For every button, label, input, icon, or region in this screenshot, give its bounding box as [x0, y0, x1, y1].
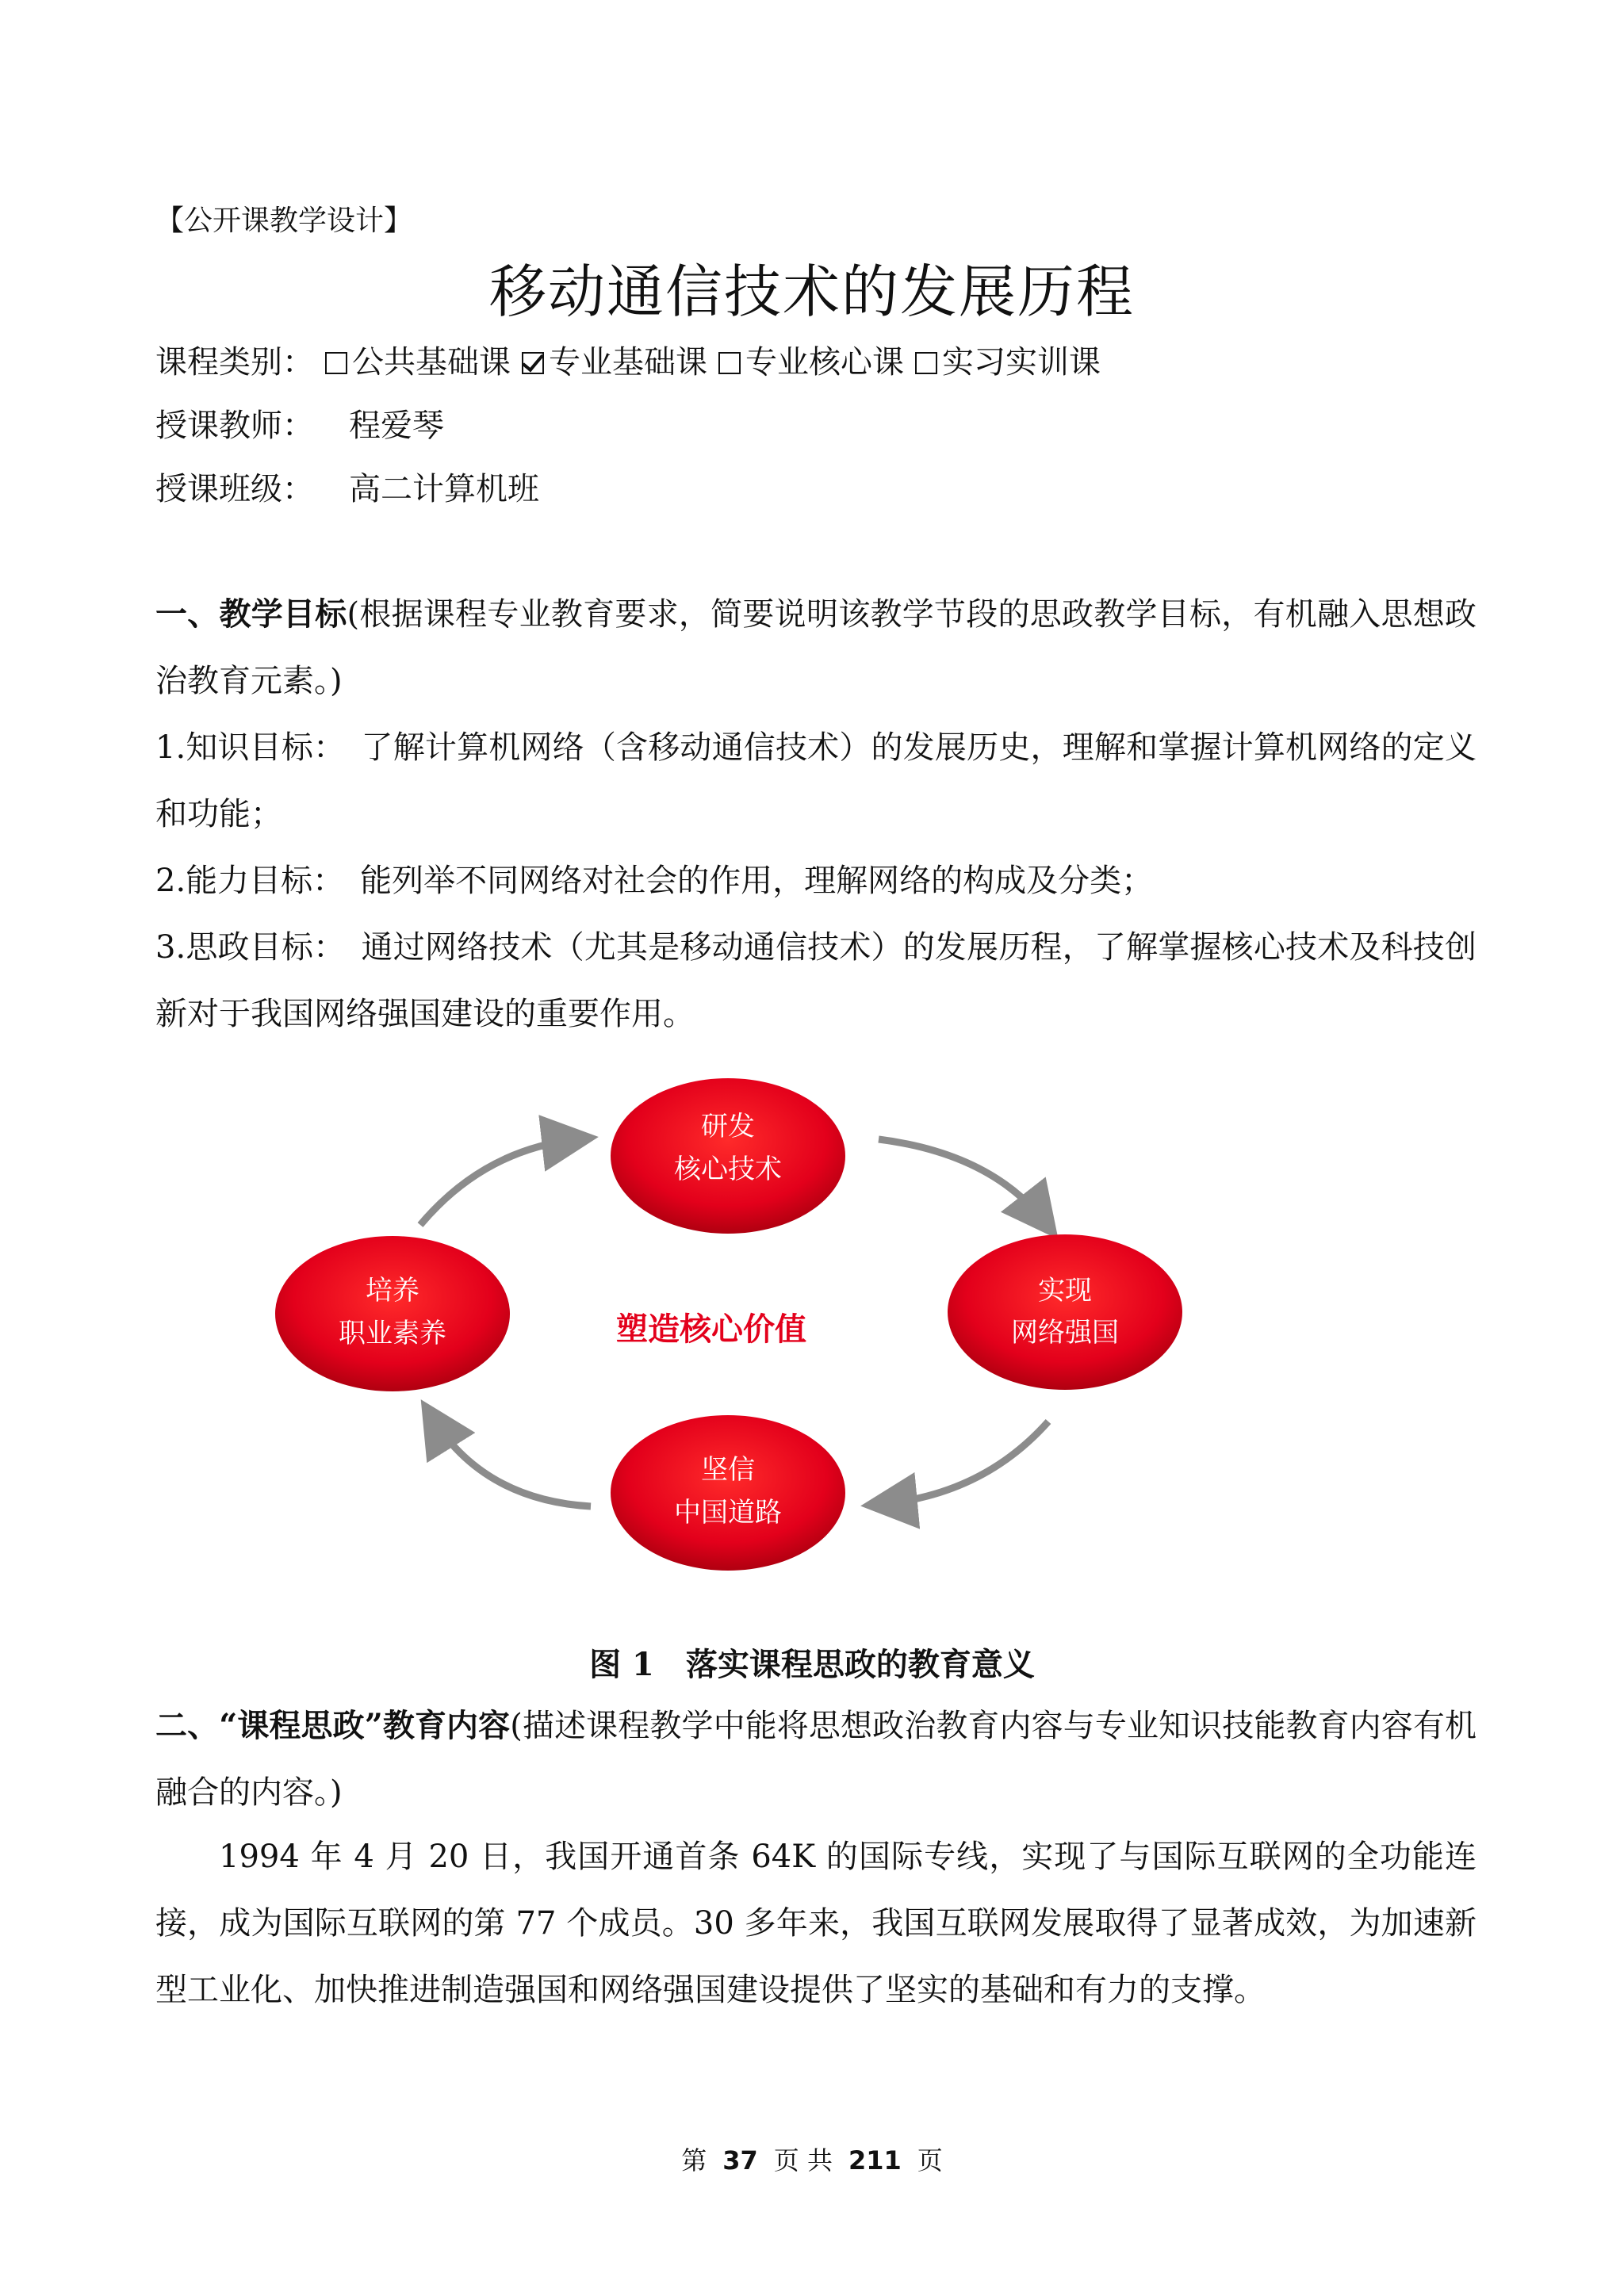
- node-right-line1: 实现: [1038, 1275, 1092, 1307]
- class-label: 授课班级：: [155, 471, 314, 507]
- page-number: 37: [722, 2145, 758, 2175]
- node-top-line1: 研发: [701, 1111, 755, 1142]
- option-public-basic: 公共基础课: [352, 344, 511, 381]
- figure-caption: 图 1 落实课程思政的教育意义: [589, 1646, 1035, 1683]
- section2-note: (描述课程教学中能将思想政治教育内容与专业知识技能教育内容有机融合的内容。): [155, 1708, 1477, 1811]
- footer-mid: 页 共: [773, 2145, 833, 2175]
- section1-intro: [155, 581, 1477, 714]
- teacher-label: 授课教师：: [155, 408, 314, 444]
- diagram-center-label: 塑造核心价值: [616, 1311, 806, 1348]
- class-row: [155, 464, 539, 509]
- teacher-row: [155, 400, 444, 446]
- node-bottom: [611, 1415, 845, 1571]
- section2-body: 1994 年 4 月 20 日，我国开通首条 64K 的国际专线，实现了与国际互联网的全功能连接，成为国际互联网的第 77 个成员。30 多年来，我国互联网发展取得了显著成效，为加速新型工业化、加快推进制造强国和网络强国建设提供了坚实的基础和有力的支撑。: [155, 1839, 1477, 2008]
- objective-ability: 2.能力目标： 能列举不同网络对社会的作用，理解网络的构成及分类；: [155, 863, 1154, 899]
- node-top: [611, 1078, 845, 1234]
- checkbox-professional-core: [718, 352, 741, 374]
- option-professional-basic: 专业基础课: [549, 344, 707, 381]
- checkbox-professional-basic: [522, 352, 544, 374]
- section2-heading: 二、“课程思政”教育内容: [155, 1707, 511, 1744]
- objective-knowledge: 1.知识目标： 了解计算机网络（含移动通信技术）的发展历史，理解和掌握计算机网络的定义和功能；: [155, 729, 1477, 832]
- page-title: 移动通信技术的发展历程: [488, 258, 1135, 325]
- checkbox-public-basic: [325, 352, 347, 374]
- document-tag: 【公开课教学设计】: [155, 205, 413, 237]
- total-pages: 211: [848, 2145, 902, 2175]
- value-cycle-diagram: [0, 1031, 1624, 1601]
- node-top-line2: 核心技术: [674, 1154, 782, 1185]
- page-footer: [0, 2141, 1624, 2177]
- course-type-row: [155, 337, 1101, 382]
- checkbox-internship: [915, 352, 937, 374]
- node-left-line2: 职业素养: [339, 1318, 446, 1349]
- section1-note: (根据课程专业教育要求，简要说明该教学节段的思政教学目标，有机融入思想政治教育元素。): [155, 596, 1477, 699]
- option-internship: 实习实训课: [942, 344, 1101, 381]
- arrow-right-to-bottom: [882, 1422, 1048, 1504]
- option-professional-core: 专业核心课: [745, 344, 904, 381]
- node-left: [275, 1236, 510, 1391]
- arrow-bottom-to-left: [432, 1418, 591, 1506]
- node-right: [948, 1234, 1182, 1390]
- class-name: 高二计算机班: [349, 471, 539, 507]
- course-type-label: 课程类别：: [155, 344, 314, 381]
- arrow-left-to-top: [420, 1139, 577, 1225]
- teacher-name: 程爱琴: [349, 408, 444, 444]
- node-bottom-line2: 中国道路: [674, 1497, 782, 1529]
- node-bottom-line1: 坚信: [701, 1454, 755, 1486]
- node-right-line2: 网络强国: [1011, 1317, 1119, 1349]
- footer-prefix: 第: [681, 2145, 707, 2175]
- section2-intro: [155, 1693, 1477, 1826]
- objective-ideology: 3.思政目标： 通过网络技术（尤其是移动通信技术）的发展历程，了解掌握核心技术及科技创新对于我国网络强国建设的重要作用。: [155, 929, 1477, 1032]
- arrow-top-to-right: [879, 1139, 1045, 1223]
- footer-suffix: 页: [917, 2145, 943, 2175]
- section1-heading: 一、教学目标: [155, 595, 347, 633]
- node-left-line1: 培养: [366, 1275, 419, 1307]
